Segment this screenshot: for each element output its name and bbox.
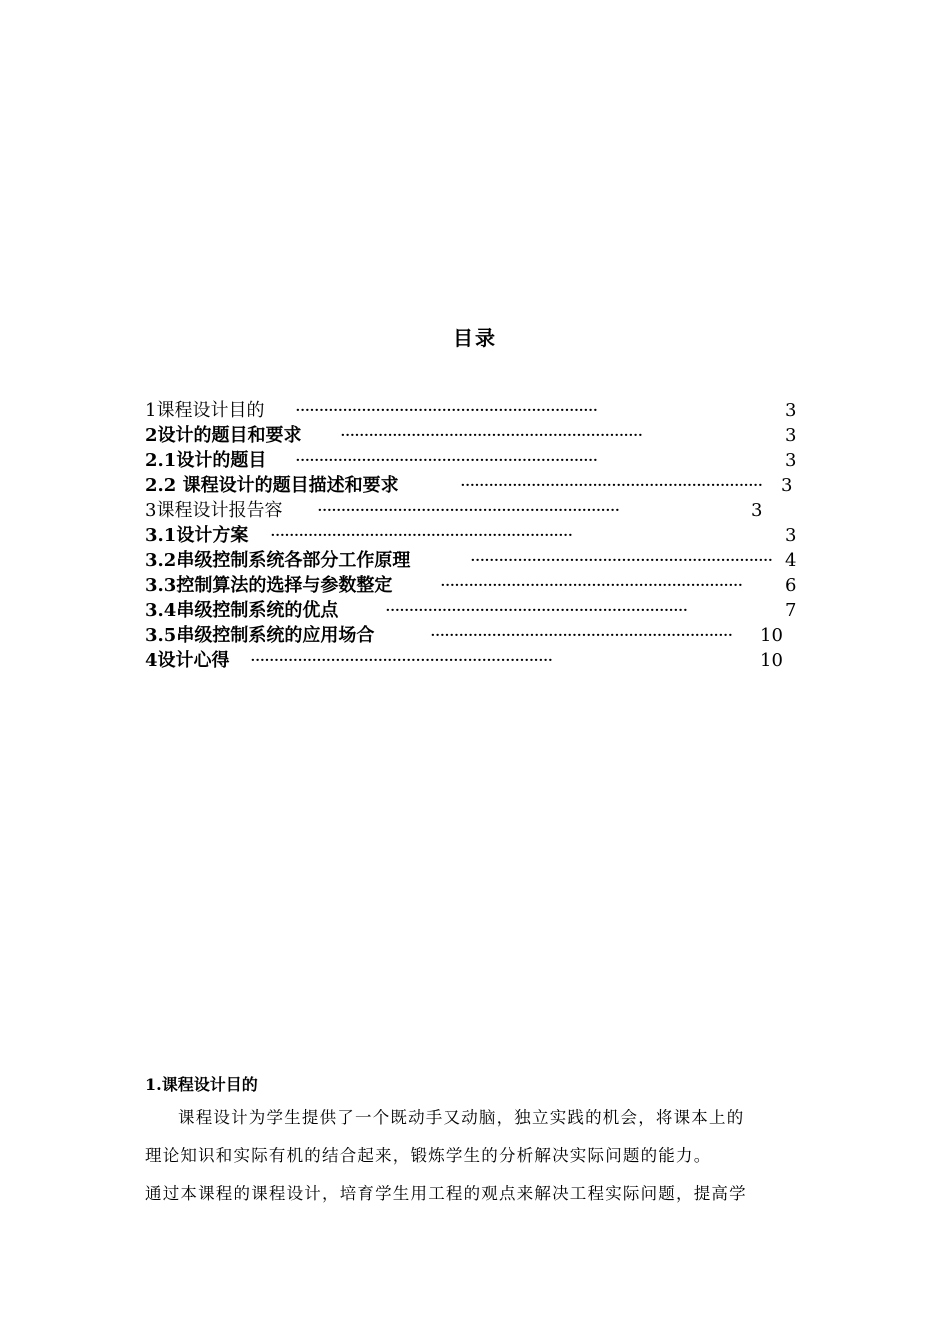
body-paragraph-line: 理论知识和实际有机的结合起来，锻炼学生的分析解决实际问题的能力。	[145, 1146, 712, 1165]
toc-entry-label: 3.3控制算法的选择与参数整定	[145, 575, 393, 596]
toc-entry-page: 7	[785, 600, 797, 621]
toc-entry-page: 10	[760, 625, 783, 646]
toc-entry-page: 3	[781, 475, 793, 496]
toc-entry-label: 1课程设计目的	[145, 400, 265, 421]
toc-entry[interactable]	[145, 573, 825, 598]
toc-entry-label: 2设计的题目和要求	[145, 425, 302, 446]
toc-title: 目录	[453, 326, 497, 350]
toc-entry-label: 3.1设计方案	[145, 525, 249, 546]
toc-entry[interactable]	[145, 473, 825, 498]
toc-entry-page: 6	[785, 575, 797, 596]
toc-entry-label: 3.2串级控制系统各部分工作原理	[145, 550, 411, 571]
toc-entry[interactable]	[145, 548, 825, 573]
toc-leader-dots: ································································	[295, 400, 598, 421]
toc-entry-page: 4	[785, 550, 797, 571]
toc-entry-page: 3	[785, 425, 797, 446]
toc-entry[interactable]	[145, 398, 825, 423]
body-paragraph-line: 课程设计为学生提供了一个既动手又动脑，独立实践的机会，将课本上的	[178, 1108, 745, 1127]
toc-leader-dots: ································································	[385, 600, 688, 621]
toc-entry[interactable]	[145, 523, 825, 548]
toc-entry[interactable]	[145, 598, 825, 623]
toc-leader-dots: ································································	[270, 525, 573, 546]
toc-leader-dots: ································································	[250, 650, 553, 671]
toc-entry[interactable]	[145, 423, 825, 448]
toc-entry-label: 3.5串级控制系统的应用场合	[145, 625, 375, 646]
toc-entry-page: 3	[785, 450, 797, 471]
toc-entry-label: 2.1设计的题目	[145, 450, 267, 471]
toc-leader-dots: ································································	[317, 500, 620, 521]
toc-entry-label: 3.4串级控制系统的优点	[145, 600, 339, 621]
toc-leader-dots: ································································	[430, 625, 733, 646]
toc-leader-dots: ································································	[460, 475, 763, 496]
toc-entry[interactable]	[145, 623, 825, 648]
toc-entry-page: 10	[760, 650, 783, 671]
toc-entry-label: 2.2 课程设计的题目描述和要求	[145, 475, 399, 496]
toc-leader-dots: ································································	[340, 425, 643, 446]
toc-entry-label: 3课程设计报告容	[145, 500, 283, 521]
table-of-contents	[145, 398, 825, 673]
toc-entry-label: 4设计心得	[145, 650, 230, 671]
toc-entry[interactable]	[145, 648, 825, 673]
body-paragraph-line: 通过本课程的课程设计，培育学生用工程的观点来解决工程实际问题，提高学	[145, 1184, 747, 1203]
section-heading: 1.课程设计目的	[145, 1075, 258, 1094]
toc-leader-dots: ································································	[440, 575, 743, 596]
toc-entry-page: 3	[751, 500, 763, 521]
toc-entry[interactable]	[145, 448, 825, 473]
toc-entry-page: 3	[785, 400, 797, 421]
toc-leader-dots: ································································	[295, 450, 598, 471]
toc-leader-dots: ································································	[470, 550, 773, 571]
toc-entry-page: 3	[785, 525, 797, 546]
toc-entry[interactable]	[145, 498, 825, 523]
